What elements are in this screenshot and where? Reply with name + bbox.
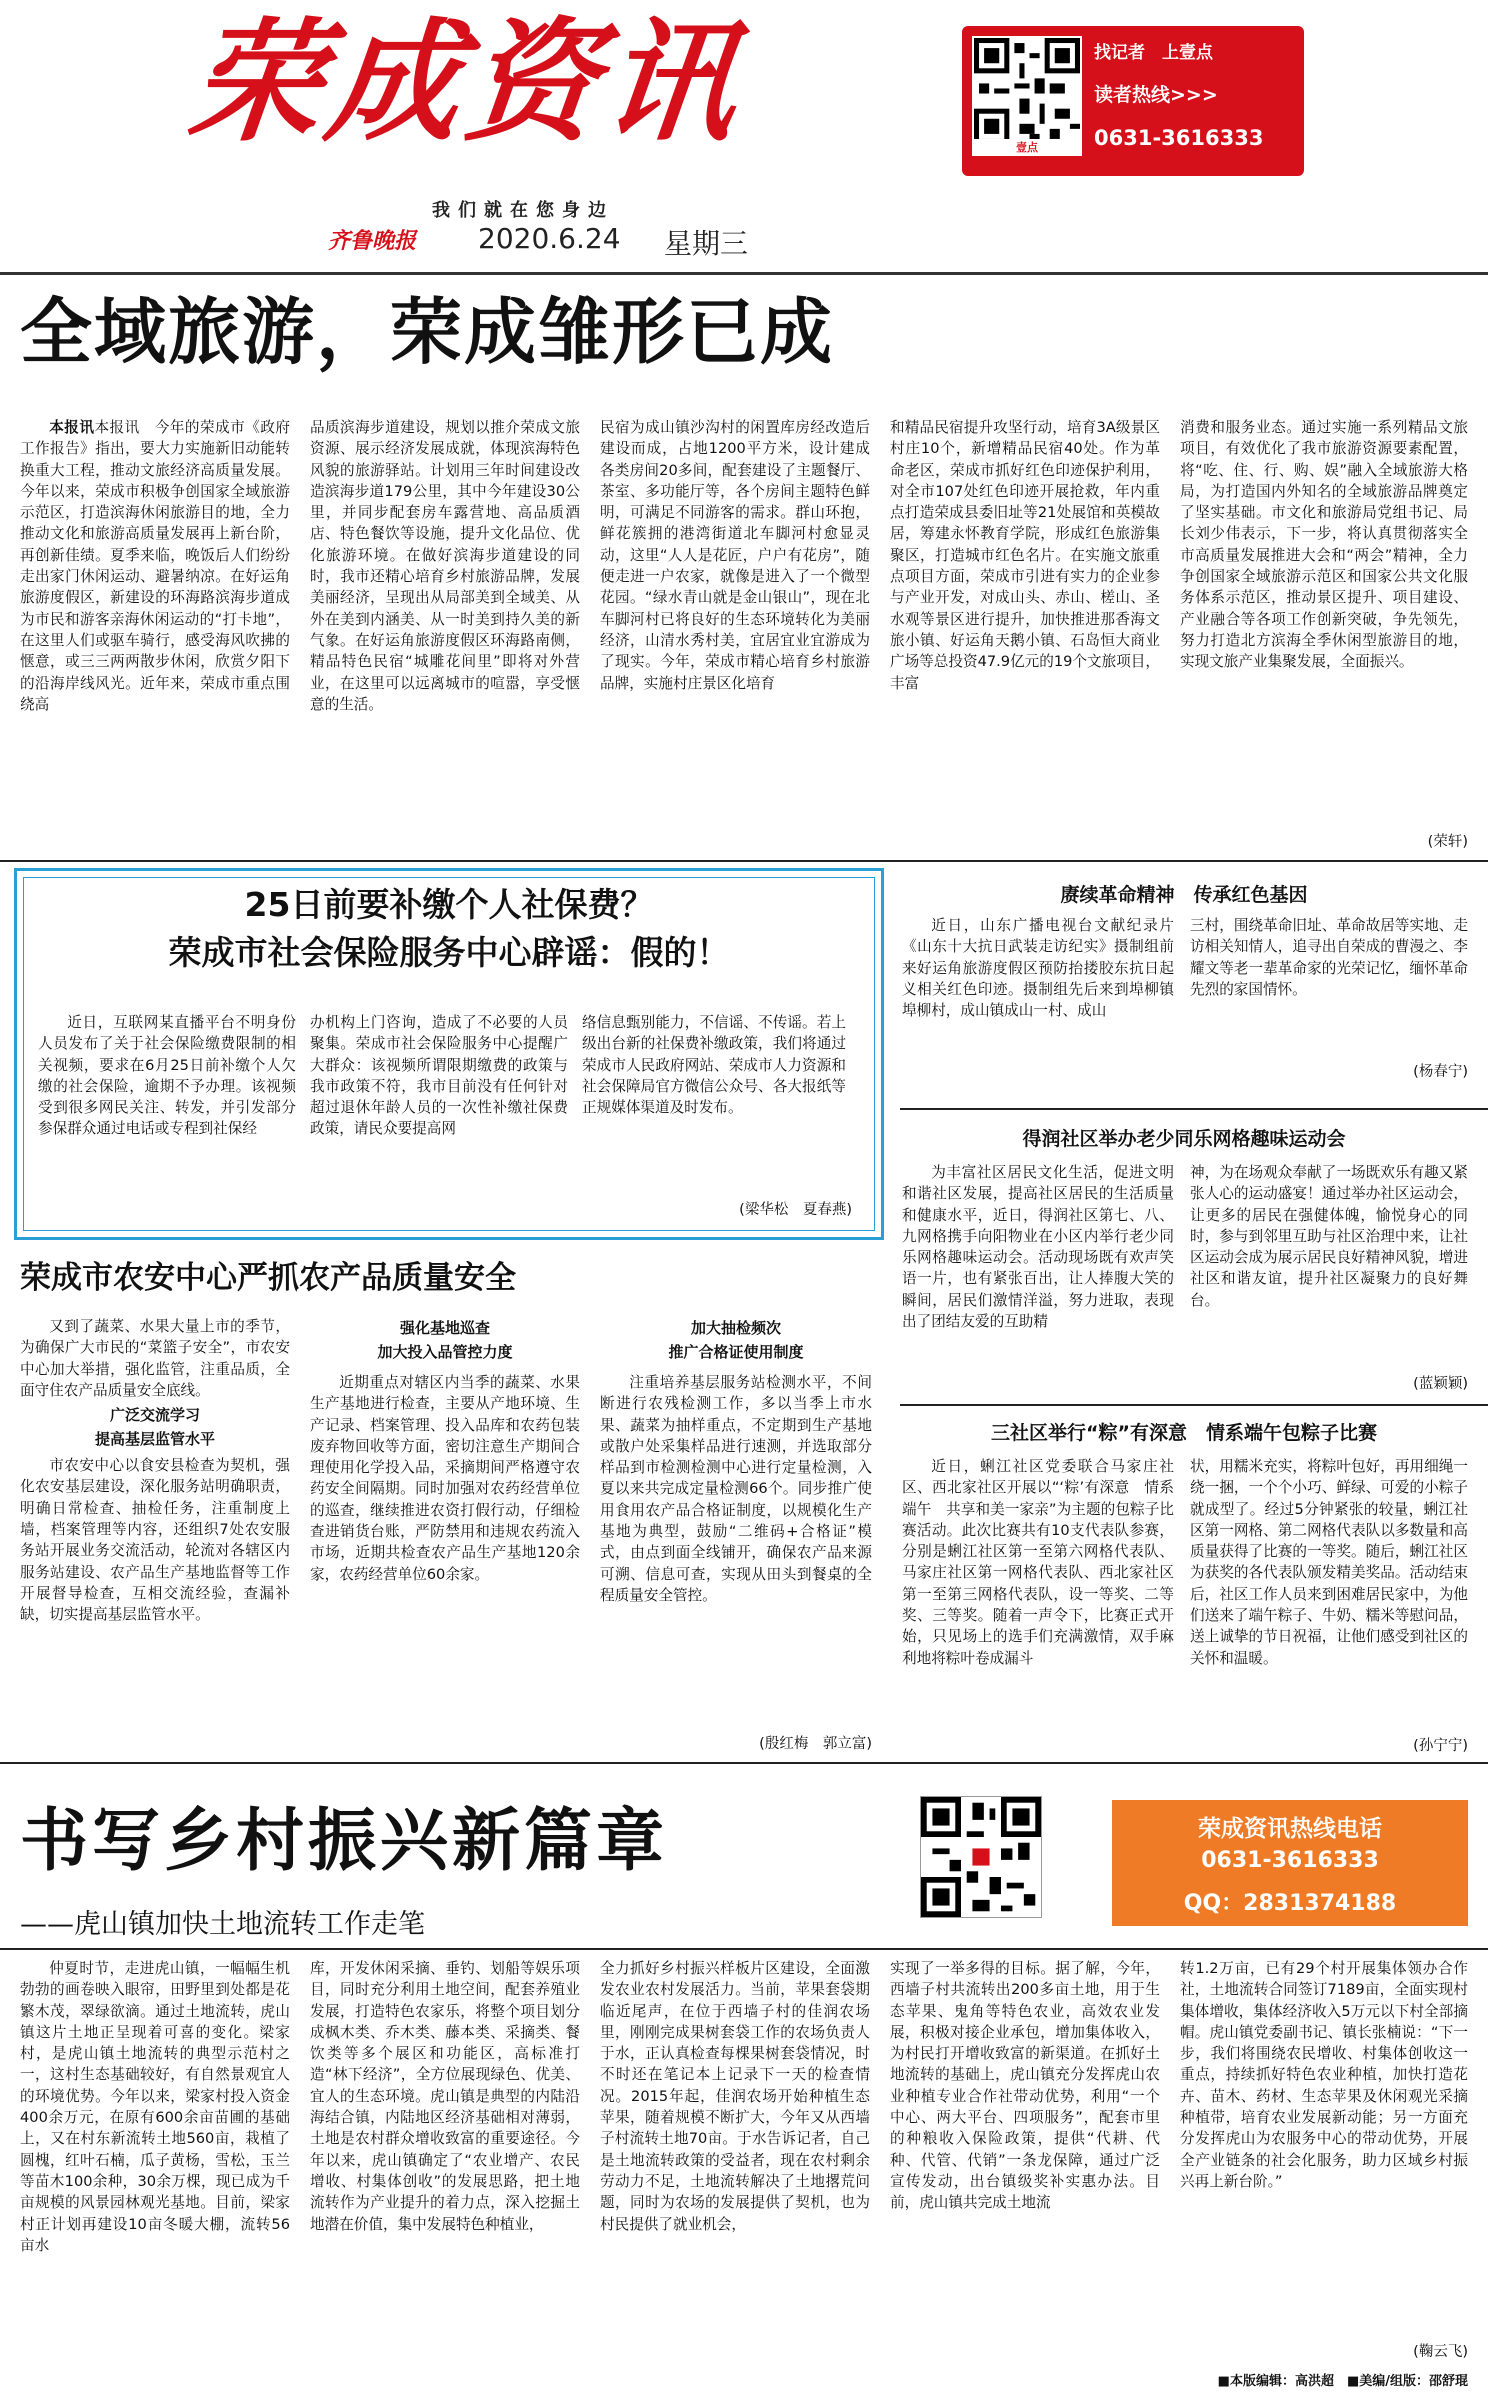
article7-col5-text: 转1.2万亩，已有29个村开展集体领办合作社，土地流转合同签订7189亩，全面实现村集体增收，集体经济收入5万元以下村全部摘帽。虎山镇党委副书记、镇长张楠说：“下一步，我们将围绕农民增收、村集体创收这一重点，持续抓好特色农业种植，加快打造花卉、苗木、药材、生态苹果及休闲观光采摘种植带，培育农业发展新动能；另一方面充分发挥虎山为农服务中心的带动优势，开展全产业链条的社会化服务，助力区域乡村振兴再上新台阶。”	[1180, 1960, 1468, 2190]
issue-date: 2020.6.24	[478, 222, 621, 255]
article5-col1	[20, 1316, 290, 1756]
article5-col3	[600, 1316, 872, 1728]
footer-credit: ■本版编辑：高洪超 ■美编/组版：邵舒琨	[1217, 2374, 1468, 2389]
qr-caption: 壹点	[974, 139, 1080, 155]
article6-col1-text: 近日，蜊江社区党委联合马家庄社区、西北家社区开展以“‘粽’有深意 情系端午 共享和美一家亲”为主题的包粽子比赛活动。此次比赛共有10支代表队参赛，分别是蜊江社区第一至第六网格代表队、马家庄社区第一网格代表队、西北家社区第一至第三网格代表队，设一等奖、二等奖、三等奖。随着一声令下，比赛正式开始，只见场上的选手们充满激情，双手麻利地将粽叶卷成漏斗	[902, 1458, 1174, 1667]
article5-sub2-b: 加大投入品管控力度	[377, 1343, 513, 1361]
divider-article3	[900, 1108, 1488, 1110]
article3-col1-text: 近日，山东广播电视台文献纪录片《山东十大抗日武装走访纪实》摄制组前来好运角旅游度假区预防抬搂胶东抗日起义相关红色印迹。摄制组先后来到埠柳镇埠柳村，成山镇成山一村、成山	[902, 917, 1174, 1020]
article2-author: (梁华松 夏春燕)	[739, 1202, 852, 1218]
article6-headline: 三社区举行“粽”有深意 情系端午包粽子比赛	[991, 1422, 1377, 1444]
article6-col1	[902, 1456, 1174, 1756]
masthead-slogan: 我们就在您身边	[432, 200, 614, 221]
article5-sub1-b: 提高基层监管水平	[94, 1430, 215, 1449]
article2-col3-text: 络信息甄别能力，不信谣、不传谣。若上级出台新的社保费补缴政策，我们将通过荣成市人民政府网站、荣成市人力资源和社会保障局官方微信公众号、各大报纸等正规媒体渠道及时发布。	[582, 1014, 846, 1117]
masthead-logo	[10, 6, 940, 160]
article2-col2-text: 办机构上门咨询，造成了不必要的人员聚集。荣成市社会保险服务中心提醒广大群众：该视频所谓限期缴费的政策与我市政策不符，我市目前没有任何针对超过退休年龄人员的一次性补缴社保费政策，请民众要提高网	[310, 1014, 568, 1138]
article1-headline: 全域旅游，荣成雏形已成	[20, 290, 835, 374]
article6-col2	[1190, 1456, 1468, 1732]
article1-col5-text: 消费和服务业态。通过实施一系列精品文旅项目，有效优化了我市旅游资源要素配置，将“吃、住、行、购、娱”融入全域旅游大格局，为打造国内外知名的全域旅游品牌奠定了坚实基础。市文化和旅游局党组书记、局长刘少伟表示，下一步，将认真贯彻落实全市高质量发展推进大会和“两会”精神，全力争创国家全域旅游示范区和国家公共文化服务体系示范区，推动景区提升、项目建设、产业融合等各项工作创新突破，争先领先，努力打造北方滨海全季休闲型旅游目的地，实现文旅产业集聚发展，全面振兴。	[1180, 419, 1468, 671]
article7-col2-text: 库，开发休闲采摘、垂钓、划船等娱乐项目，同时充分利用土地空间，配套养殖业发展，打造特色农家乐，将整个项目划分成枫木类、乔木类、藤本类、采摘类、餐饮类等多个展区和功能区，高标准打造“林下经济”，全方位展现绿色、优美、宜人的生态环境。虎山镇是典型的内陆沿海结合镇，内陆地区经济基础相对薄弱，土地是农村群众增收致富的重要途径。今年以来，虎山镇确定了“农业增产、农民增收、村集体创收”的发展思路，把土地流转作为产业提升的着力点，深入挖掘土地潜在价值，集中发展特色种植业，	[310, 1960, 580, 2233]
article1-col2-text: 品质滨海步道建设，规划以推介荣成文旅资源、展示经济发展成就，体现滨海特色风貌的旅游驿站。计划用三年时间建设改造滨海步道179公里，其中今年建设30公里，并同步配套房车露营地、高品质酒店、特色餐饮等设施，提升文化品位、优化旅游环境。在做好滨海步道建设的同时，我市还精心培育乡村旅游品牌，发展美丽经济，呈现出从局部美到全域美、从外在美到内涵美、从一时美到持久美的新气象。在好运角旅游度假区环海路南侧，精品特色民宿“城雕花间里”即将对外营业，在这里可以远离城市的喧嚣，享受惬意的生活。	[310, 419, 580, 713]
article5-sub1-a: 广泛交流学习	[109, 1406, 200, 1425]
divider-1	[0, 860, 1488, 862]
qr-code-icon	[972, 36, 1082, 156]
article1-col1: 本报讯本报讯 今年的荣成市《政府工作报告》指出，要大力实施新旧动能转换重大工程，推动文旅经济高质量发展。今年以来，荣成市积极争创国家全域旅游示范区，打造滨海休闲旅游目的地，全力推动文化和旅游高质量发展再上新台阶，再创新佳绩。夏季来临，晚饭后人们纷纷走出家门休闲运动、避暑纳凉。在好运角旅游度假区，新建设的环海路滨海步道成为市民和游客亲海休闲运动的“打卡地”，在这里人们或驱车骑行，感受海风吹拂的惬意，或三三两两散步休闲，欣赏夕阳下的沿海岸线风光。近年来，荣成市重点围绕高	[20, 419, 290, 713]
article7-col4-text: 实现了一举多得的目标。据了解，今年，西墙子村共流转出200多亩土地，用于生态苹果、鬼角等特色农业，高效农业发展，积极对接企业承包，增加集体收入，为村民打开增收致富的新渠道。在抓好土地流转的基础上，虎山镇充分发挥虎山农业种植专业合作社带动优势，利用“一个中心、两大平台、四项服务”，配套市里的种粮收入保险政策，提供“代耕、代种、代管、代销”一条龙保障，通过广泛宣传发动，出台镇级奖补实惠办法。目前，虎山镇共完成土地流	[890, 1960, 1160, 2212]
article1-col2	[310, 417, 580, 857]
article1-col5	[1180, 417, 1468, 829]
article7-col5	[1180, 1958, 1468, 2338]
hotline-ad	[1112, 1800, 1468, 1926]
article2-col1	[38, 1012, 296, 1222]
article3-col2	[1190, 915, 1468, 1045]
article4-col1	[902, 1162, 1174, 1392]
masthead-divider	[0, 272, 1488, 275]
article2-col1-text: 近日，互联网某直播平台不明身份人员发布了关于社会保险缴费限制的相关视频，要求在6月25日前补缴个人欠缴的社会保险，逾期不予办理。该视频受到很多网民关注、转发，并引发部分参保群众通过电话或专程到社保经	[38, 1014, 296, 1138]
article7-author: (鞠云飞)	[1413, 2344, 1468, 2360]
article2-headline-1: 25日前要补缴个人社保费？	[244, 885, 654, 924]
article5-sub3-a: 加大抽检频次	[690, 1319, 781, 1337]
article1-col3-text: 民宿为成山镇沙沟村的闲置库房经改造后建设而成，占地1200平方米，设计建成各类房间20多间，配套建设了主题餐厅、茶室、多功能厅等，各个房间主题特色鲜明，可满足不同游客的需求。群山环抱，鲜花簇拥的港湾街道北车脚河村愈显灵动，这里“人人是花匠，户户有花房”，随便走进一户农家，就像是进入了一个微型花园。“绿水青山就是金山银山”，现在北车脚河村已将良好的生态环境转化为美丽经济，山清水秀村美，宜居宜业宜游成为了现实。今年，荣成市精心培育乡村旅游品牌，实施村庄景区化培育	[600, 419, 870, 692]
article5-headline: 荣成市农安中心严抓农产品质量安全	[20, 1260, 516, 1296]
article5-intro-text: 又到了蔬菜、水果大量上市的季节，为确保广大市民的“菜篮子安全”，市农安中心加大举措，强化监管，注重品质，全面守住农产品质量安全底线。	[20, 1318, 290, 1399]
article2-col2	[310, 1012, 568, 1222]
article1-author: (荣轩)	[1427, 834, 1468, 850]
article7-subheadline: ——虎山镇加快土地流转工作走笔	[20, 1909, 425, 1940]
hotline-box	[962, 26, 1304, 176]
article3-headline: 赓续革命精神 传承红色基因	[1060, 884, 1308, 906]
article6-col2-text: 状，用糯米充实，将粽叶包好，再用细绳一绕一捆，一个个小巧、鲜绿、可爱的小粽子就成型了。经过5分钟紧张的较量，蜊江社区第一网格、第二网格代表队以多数量和高质量获得了比赛的一等奖。随后，蜊江社区为获奖的各代表队颁发精美奖品。活动结束后，社区工作人员来到困难居民家中，为他们送来了端午粽子、牛奶、糯米等慰问品，送上诚挚的节日祝福，让他们感受到社区的关怀和温暖。	[1190, 1458, 1468, 1667]
article2-headline-2: 荣成市社会保险服务中心辟谣：假的！	[168, 933, 730, 972]
divider-2	[0, 1762, 1488, 1764]
divider-3	[0, 1948, 1488, 1950]
article5-col1-text: 市农安中心以食安县检查为契机，强化农安基层建设，深化服务站明确职责，明确日常检查、抽检任务，注重制度上墙，档案管理等内容，还组织7处农安服务站开展业务交流活动，轮流对各辖区内服务站建设、农产品生产基地监督等工作开展督导检查，互相交流经验，查漏补缺，切实提高基层监管水平。	[20, 1457, 290, 1624]
article3-col1	[902, 915, 1174, 1085]
article6-author: (孙宁宁)	[1413, 1738, 1468, 1754]
ad-phone: 0631-3616333	[1201, 1848, 1379, 1873]
article5-col3-text: 注重培养基层服务站检测水平，不间断进行农残检测工作，多以当季上市水果、蔬菜为抽样重点，不定期到生产基地或散户处采集样品进行速测，并选取部分样品到市检测检测中心进行定量检测，入夏以来共完成定量检测66个。同步推广使用食用农产品合格证制度，以规模化生产基地为典型，鼓励“二维码+合格证”模式，由点到面全线铺开，确保农产品来源可溯、信息可查，实现从田头到餐桌的全程质量安全管控。	[600, 1374, 872, 1604]
article4-headline: 得润社区举办老少同乐网格趣味运动会	[1022, 1128, 1346, 1150]
article1-col4-text: 和精品民宿提升攻坚行动，培育3A级景区村庄10个，新增精品民宿40处。作为革命老区，荣成市抓好红色印迹保护利用，对全市107处红色印迹开展抢救，年内重点打造荣成县委旧址等21处展馆和英模故居，筹建永怀教育学院，形成红色旅游集聚区，打造城市红色名片。在实施文旅重点项目方面，荣成市引进有实力的企业参与产业开发，对成山头、赤山、槎山、圣水观等景区进行提升，加快推进那香海文旅小镇、好运角天鹅小镇、石岛恒大商业广场等总投资47.9亿元的19个文旅项目，丰富	[890, 419, 1160, 692]
article1-col4	[890, 417, 1160, 857]
article1-col3	[600, 417, 870, 857]
article7-headline: 书写乡村振兴新篇章	[20, 1802, 669, 1881]
article7-col1-text: 仲夏时节，走进虎山镇，一幅幅生机勃勃的画卷映入眼帘，田野里到处都是花繁木茂，翠绿欲滴。通过土地流转，虎山镇这片土地正呈现着可喜的变化。梁家村，是虎山镇土地流转的典型示范村之一，这村生态基础较好，有自然景观宜人的环境优势。今年以来，梁家村投入资金400余万元，在原有600余亩苗圃的基础上，又在村东新流转土地560亩，栽植了圆槐，红叶石楠，瓜子黄杨，雪松，玉兰等苗木100余种，30余万棵，现已成为千亩规模的风景园林观光基地。目前，梁家村正计划再建设10亩冬暖大棚，流转56亩水	[20, 1960, 290, 2254]
article7-col2	[310, 1958, 580, 2358]
ad-qq: QQ：2831374188	[1183, 1891, 1397, 1916]
article7-col4	[890, 1958, 1160, 2358]
article4-col1-text: 为丰富社区居民文化生活，促进文明和谐社区发展，提高社区居民的生活质量和健康水平，近日，得润社区第七、八、九网格携手向阳物业在小区内举行老少同乐网格趣味运动会。活动现场既有欢声笑语一片，也有紧张百出，让人捧腹大笑的瞬间，居民们激情洋溢，努力进取，表现出了团结友爱的互助精	[902, 1164, 1174, 1331]
article7-col3	[600, 1958, 870, 2358]
ad-qr-code-icon	[920, 1796, 1042, 1918]
hotline-title: 找记者 上壹点	[1094, 43, 1213, 63]
article2-col3	[582, 1012, 846, 1202]
paper-name: 齐鲁晚报	[328, 229, 417, 254]
article7-col3-text: 全力抓好乡村振兴样板片区建设，全面激发农业农村发展活力。当前，苹果套袋期临近尾声，在位于西墙子村的佳润农场里，刚刚完成果树套袋工作的农场负责人于水，正认真检查每棵果树套袋情况，时不时还在笔记本上记录下一天的检查情况。2015年起，佳润农场开始种植生态苹果，随着规模不断扩大，今年又从西墙子村流转土地70亩。于水告诉记者，自己是土地流转政策的受益者，现在农村剩余劳动力不足，土地流转解决了土地撂荒问题，同时为农场的发展提供了契机，也为村民提供了就业机会，	[600, 1960, 870, 2233]
hotline-number: 0631-3616333	[1094, 126, 1264, 150]
article5-col2-text: 近期重点对辖区内当季的蔬菜、水果生产基地进行检查，主要从产地环境、生产记录、档案管理、投入品库和农药包装废弃物回收等方面，密切注意生产期间合理使用化学投入品，采摘期间严格遵守农药安全间隔期。同时加强对农药经营单位的巡查，继续推进农资打假行动，仔细检查进销货台账，严防禁用和违规农药流入市场，近期共检查农产品生产基地120余家，农药经营单位60余家。	[310, 1374, 580, 1583]
article5-col2	[310, 1316, 580, 1756]
article4-author: (蓝颖颖)	[1413, 1376, 1468, 1392]
article5-sub2-a: 强化基地巡查	[399, 1319, 490, 1337]
issue-weekday: 星期三	[664, 227, 749, 260]
hotline-label: 读者热线>>>	[1094, 84, 1218, 106]
article3-col2-text: 三村，围绕革命旧址、革命故居等实地、走访相关知情人，追寻出自荣成的曹漫之、李耀文等老一辈革命家的光荣记忆，缅怀革命先烈的家国情怀。	[1190, 917, 1468, 998]
article5-author: (殷红梅 郭立富)	[759, 1736, 872, 1752]
article1-col1-text: 本报讯 今年的荣成市《政府工作报告》指出，要大力实施新旧动能转换重大工程，推动文旅经济高质量发展。今年以来，荣成市积极争创国家全域旅游示范区，打造滨海休闲旅游目的地，全力推动文化和旅游高质量发展再上新台阶，再创新佳绩。夏季来临，晚饭后人们纷纷走出家门休闲运动、避暑纳凉。在好运角旅游度假区，新建设的环海路滨海步道成为市民和游客亲海休闲运动的“打卡地”，在这里人们或驱车骑行，感受海风吹拂的惬意，或三三两两散步休闲，欣赏夕阳下的沿海岸线风光。近年来，荣成市重点围绕高	[20, 419, 290, 713]
article4-col2	[1190, 1162, 1468, 1368]
logo-text: 荣成资讯	[181, 6, 751, 160]
divider-article4	[900, 1404, 1488, 1406]
article5-sub3-b: 推广合格证使用制度	[668, 1343, 804, 1361]
article3-author: (杨春宁)	[1413, 1064, 1468, 1080]
article4-col2-text: 神，为在场观众奉献了一场既欢乐有趣又紧张人心的运动盛宴！通过举办社区运动会，让更多的居民在强健体魄，愉悦身心的同时，参与到邻里互助与社区治理中来，让社区运动会成为展示居民良好精神风貌，增进社区和谐友谊，提升社区凝聚力的良好舞台。	[1190, 1164, 1468, 1309]
ad-title: 荣成资讯热线电话	[1198, 1816, 1382, 1842]
article7-col1	[20, 1958, 290, 2358]
